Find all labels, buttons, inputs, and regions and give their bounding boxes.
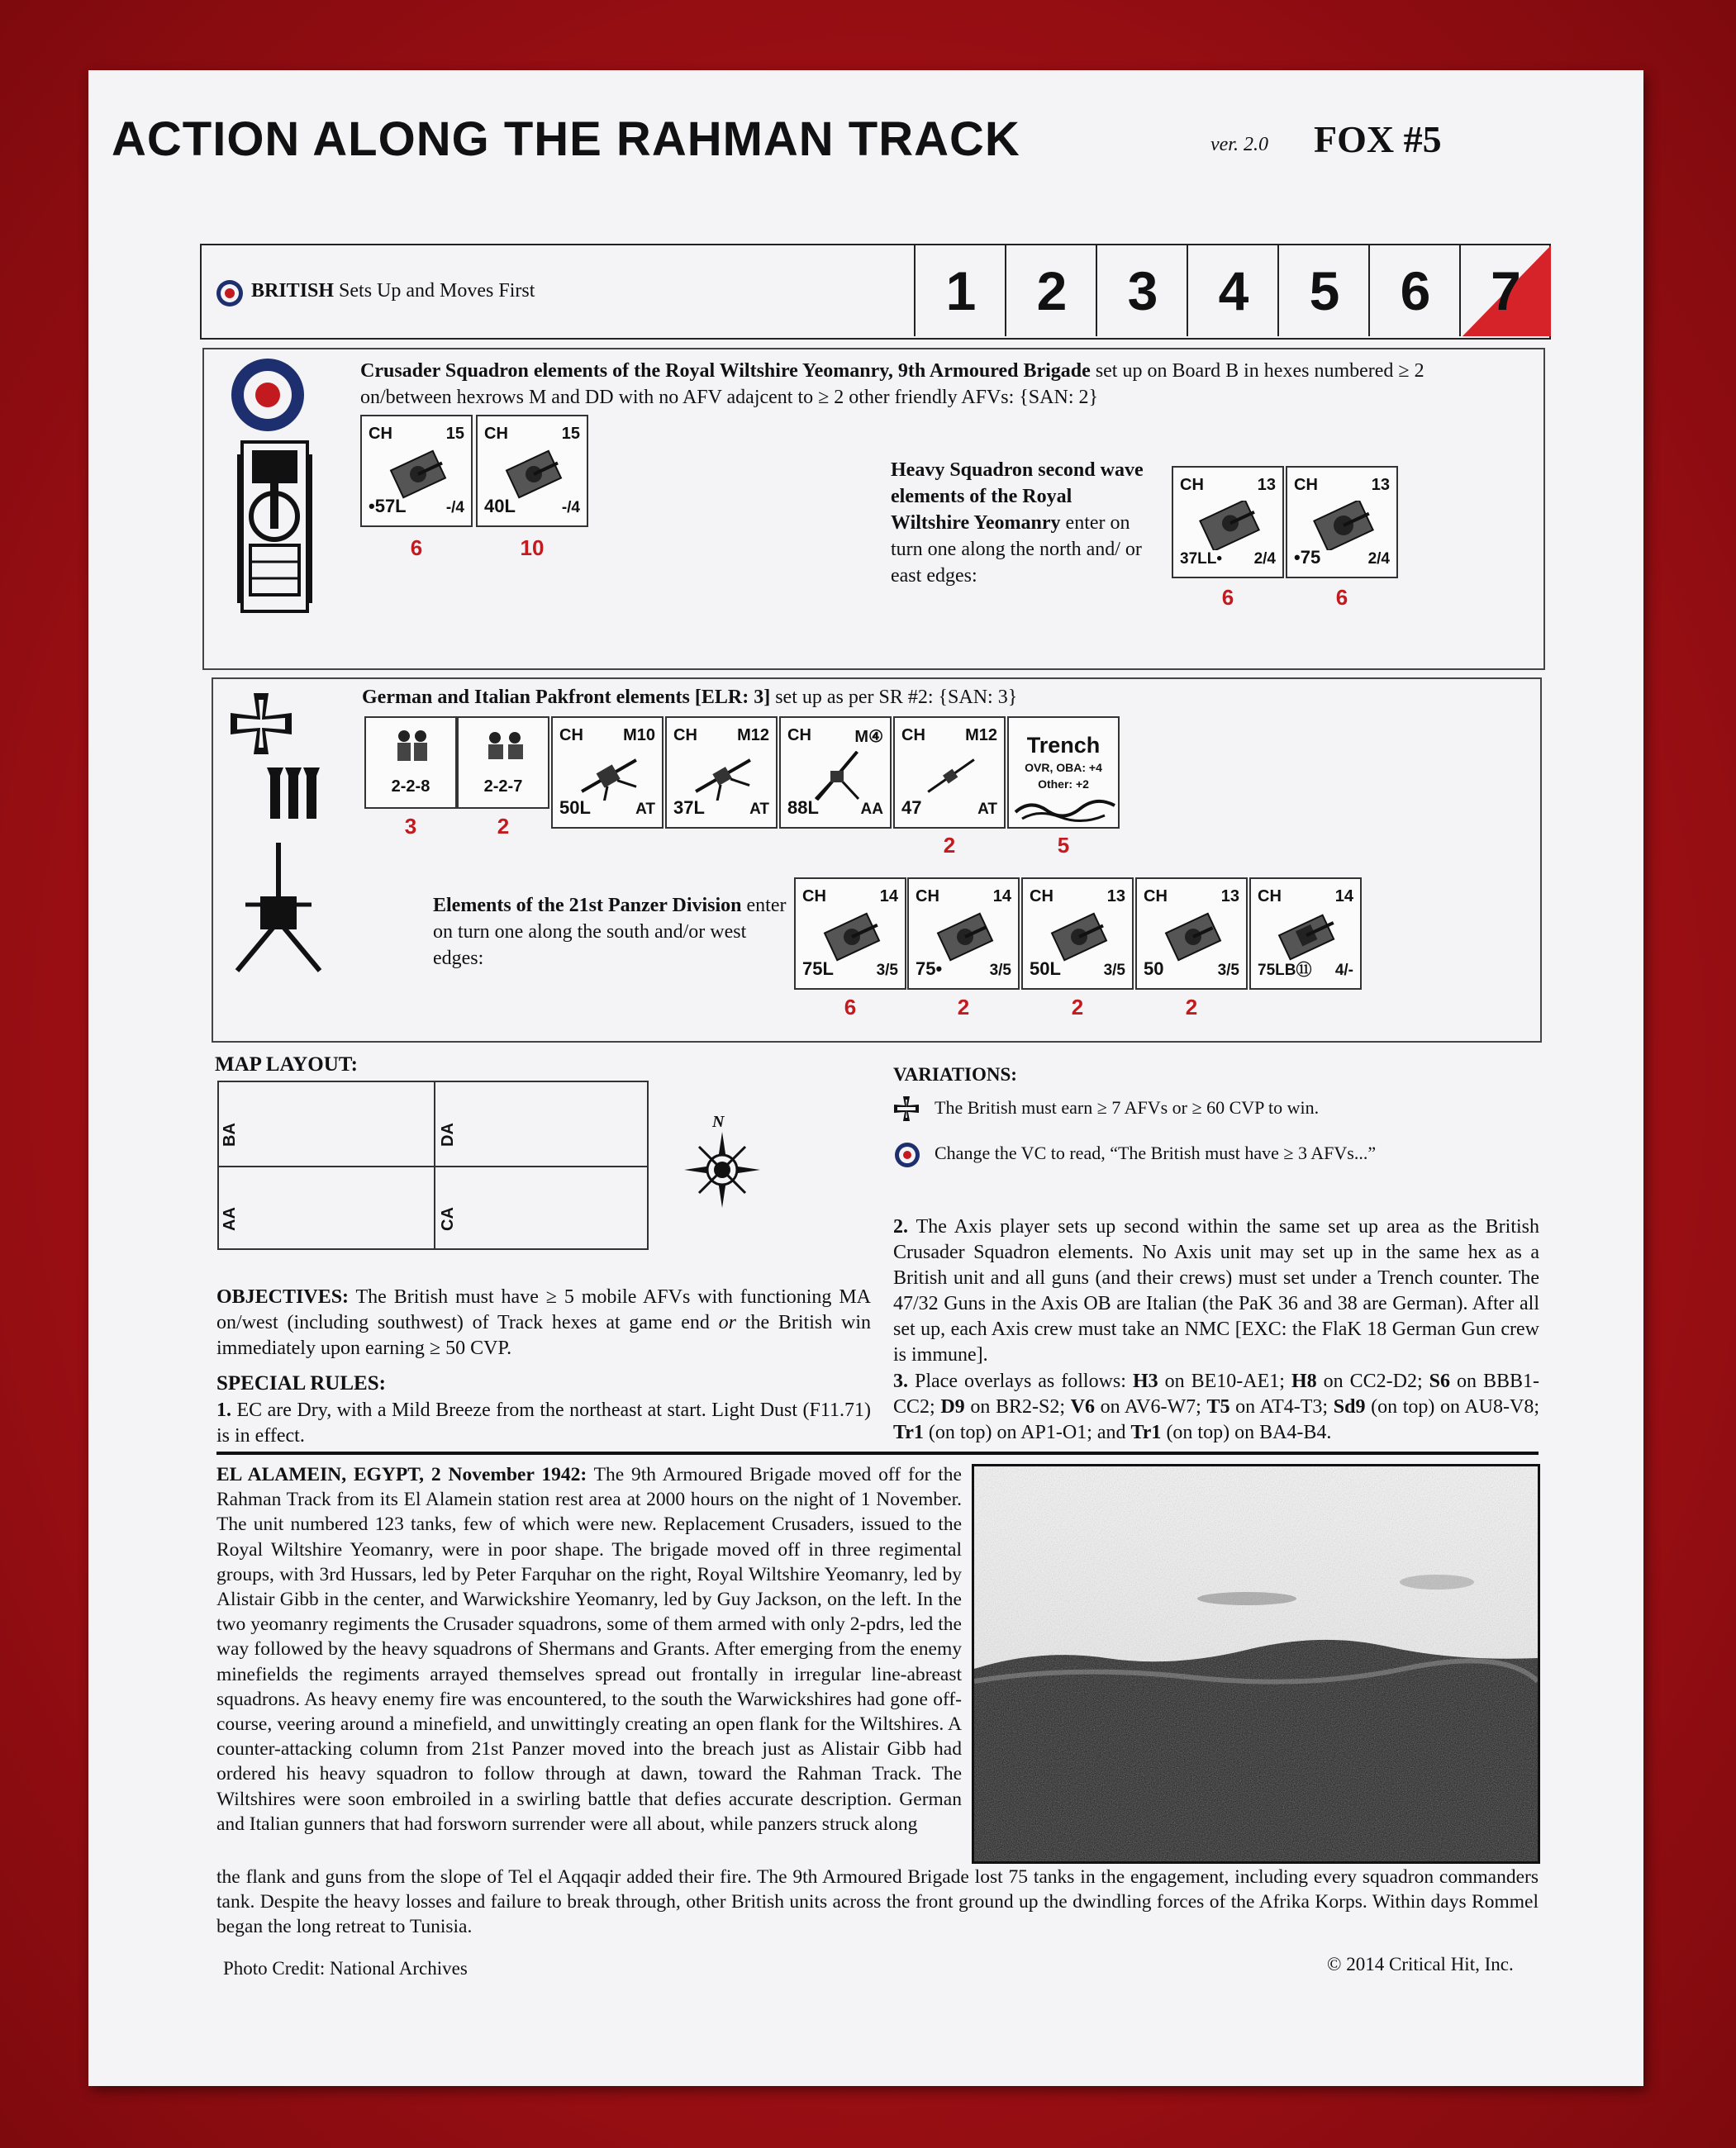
scenario-id: FOX #5 xyxy=(1314,118,1442,160)
unit-count: 6 xyxy=(410,535,423,560)
variation-british: Change the VC to read, “The British must have ≥ 3 AFVs...” xyxy=(935,1143,1377,1163)
battlefield-photo-image xyxy=(974,1466,1538,1861)
section-divider xyxy=(216,1452,1539,1455)
unit-count: 10 xyxy=(520,535,545,560)
infantry-squad-icon xyxy=(482,728,528,764)
setup-order-label: BRITISH Sets Up and Moves First xyxy=(251,280,535,302)
heavy-squadron-text: Heavy Squadron second wave elements of the Royal Wiltshire Yeomanry enter on turn one along the north and/ or east edges: xyxy=(891,459,1144,587)
historical-background-part1: EL ALAMEIN, EGYPT, 2 November 1942: The 9th Armoured Brigade moved off for the Rahman Track from its El Alamein station rest area at 2000 hours on the night of 1 November. The unit numbered 123 tanks, few of which were new. Replacement Crusaders, issued to the Royal Wiltshire Yeomanry, were in poor shape. The brigade moved off in three regimental groups, with 3rd Hussars, led by Peter Farquhar on the right, Royal Wiltshire Yeomanry, led by Alistair Gibb in the center, and Warwickshire Yeomanry, led by Guy Jackson, on the left. In the two yeomanry regiments the Crusader squadrons, some of them armed with only 2-pdrs, led the way followed by the heavy squadrons of Shermans and Grants. After emerging from the enemy minefields the regiments arrayed themselves spread out frontally in irregular line-abreast squadrons. As heavy enemy fire was encountered, to the south the Warwickshires had gone off-course, veering around a minefield, and unwittingly creating an open flank for the Wiltshires. A counter-attacking column from 21st Panzer moved into the breach just as Alistair Gibb had ordered his heavy squadron to follow through at dawn, toward the Rahman Track. The Wiltshires were soon embroiled in a swirling battle that defies accurate description. German and Italian gunners that had forsworn surrender were all about, while panzers struck along xyxy=(216,1464,962,1835)
unit-count: 2 xyxy=(1185,995,1198,1019)
crusader-tank-icon xyxy=(387,449,449,499)
trench-icon xyxy=(1014,794,1116,824)
unit-counter: CH 13 •75 2/4 xyxy=(1286,466,1398,578)
unit-counter: CH 15 •57L -/4 xyxy=(360,415,473,527)
unit-counter: CH 13 50 3/5 xyxy=(1135,877,1248,990)
version-label: ver. 2.0 xyxy=(1210,134,1268,155)
crusader-tank-silhouette-icon xyxy=(235,438,314,615)
flak-gun-icon xyxy=(806,751,868,801)
trench-counter: Trench OVR, OBA: +4 Other: +2 xyxy=(1007,716,1120,829)
board-label-ca: CA xyxy=(439,1207,457,1231)
board-label-ba: BA xyxy=(221,1123,239,1147)
turn-box-6: 6 xyxy=(1368,245,1461,336)
gun-counter: CH M12 47 AT xyxy=(893,716,1006,829)
panzer-tank-icon xyxy=(820,912,883,962)
unit-count: 2 xyxy=(943,833,956,858)
panzer-tank-icon xyxy=(1048,912,1111,962)
map-layout-heading: MAP LAYOUT: xyxy=(215,1053,358,1076)
infantry-squad-icon xyxy=(389,728,435,764)
variation-german: The British must earn ≥ 7 AFVs or ≥ 60 CVP to win. xyxy=(935,1097,1320,1118)
turn-box-2: 2 xyxy=(1005,245,1097,336)
at-gun-icon xyxy=(578,751,640,801)
unit-count: 5 xyxy=(1057,833,1070,858)
flak-gun-silhouette-icon xyxy=(229,839,328,975)
british-roundel-icon xyxy=(894,1142,920,1168)
unit-counter: CH 15 40L -/4 xyxy=(476,415,588,527)
grant-tank-icon xyxy=(1198,501,1261,550)
compass-rose-icon xyxy=(684,1132,760,1208)
at-gun-icon xyxy=(692,751,754,801)
unit-counter: CH 14 75LB⑪ 4/- xyxy=(1249,877,1362,990)
crusader-tank-icon xyxy=(502,449,565,499)
unit-counter: CH 14 75• 3/5 xyxy=(907,877,1020,990)
objectives: OBJECTIVES: The British must have ≥ 5 mobile AFVs with functioning MA on/west (including southwest) of Track hexes at game end or the British win immediately upon earning ≥ 50 CVP. xyxy=(216,1286,872,1359)
unit-count: 2 xyxy=(497,814,510,839)
copyright: © 2014 Critical Hit, Inc. xyxy=(1327,1954,1514,1975)
sherman-tank-icon xyxy=(1312,501,1375,550)
turn-box-4: 4 xyxy=(1187,245,1279,336)
turn-box-7: 7 xyxy=(1459,245,1551,336)
turn-record-track xyxy=(200,244,1551,340)
gun-counter: CH M12 37L AT xyxy=(665,716,778,829)
crusader-setup-text: Crusader Squadron elements of the Royal Wiltshire Yeomanry, 9th Armoured Brigade set up on Board B in hexes numbered ≥ 2 on/between hexrows M and DD with no AFV adajcent to ≥ 2 other friendly AFVs: {SAN: 2} xyxy=(360,360,1424,408)
historical-background-part2: the flank and guns from the slope of Tel el Aqqaqir added their fire. The 9th Armoured Brigade lost 75 tanks in the engagement, including every squadron commanders tank. Despite the heavy losses and failure to break through, other British units across the front ground up the dwindling forces of the Afrika Korps. Within days Rommel began the long retreat to Tunisia. xyxy=(216,1866,1539,1938)
unit-count: 3 xyxy=(404,814,417,839)
battlefield-photo xyxy=(972,1464,1540,1864)
special-rules-heading: SPECIAL RULES: xyxy=(216,1372,386,1395)
unit-count: 6 xyxy=(844,995,857,1019)
german-cross-icon xyxy=(229,691,293,756)
british-roundel-icon xyxy=(215,278,245,308)
special-rule-3: 3. Place overlays as follows: H3 on BE10-AE1; H8 on CC2-D2; S6 on BBB1-CC2; D9 on BR2-S2; V6 on AV6-W7; T5 on AT4-T3; Sd9 (on top) on AU8-V8; Tr1 (on top) on AP1-O1; and Tr1 (on top) on BA4-B4. xyxy=(893,1371,1540,1443)
gun-counter: CH M10 50L AT xyxy=(551,716,663,829)
squad-counter: 2-2-8 xyxy=(364,716,457,809)
unit-count: 2 xyxy=(957,995,970,1019)
marder-tank-destroyer-icon xyxy=(1276,912,1339,962)
board-label-da: DA xyxy=(439,1123,457,1147)
photo-credit: Photo Credit: National Archives xyxy=(223,1958,468,1979)
squad-counter: 2-2-7 xyxy=(457,716,549,809)
unit-count: 2 xyxy=(1071,995,1084,1019)
unit-counter: CH 14 75L 3/5 xyxy=(794,877,906,990)
turn-box-1: 1 xyxy=(914,245,1006,336)
variations-heading: VARIATIONS: xyxy=(893,1064,1017,1085)
scenario-title: ACTION ALONG THE RAHMAN TRACK xyxy=(112,112,1020,166)
panzer-tank-icon xyxy=(1162,912,1225,962)
panzer-tank-icon xyxy=(934,912,996,962)
pakfront-setup-text: German and Italian Pakfront elements [ELR: 3] set up as per SR #2: {SAN: 3} xyxy=(362,687,1018,708)
special-rule-1: 1. EC are Dry, with a Mild Breeze from the northeast at start. Light Dust (F11.71) is in effect. xyxy=(216,1400,871,1447)
turn-box-5: 5 xyxy=(1277,245,1370,336)
gun-counter: CH M④ 88L AA xyxy=(779,716,892,829)
turn-box-3: 3 xyxy=(1096,245,1188,336)
italian-fasces-icon xyxy=(267,764,326,820)
unit-counter: CH 13 37LL• 2/4 xyxy=(1172,466,1284,578)
unit-counter: CH 13 50L 3/5 xyxy=(1021,877,1134,990)
map-layout-diagram xyxy=(217,1081,649,1250)
compass-north-label: N xyxy=(712,1113,725,1131)
british-roundel-icon xyxy=(230,357,306,433)
at-gun-icon xyxy=(920,751,982,801)
unit-count: 6 xyxy=(1221,585,1234,610)
board-label-aa: AA xyxy=(221,1207,239,1231)
special-rule-2: 2. The Axis player sets up second within the same set up area as the British Crusader Squadron elements. No Axis unit may set up in the same hex as a British unit and all guns (and their crews) must set under a Trench counter. The 47/32 Guns in the Axis OB are Italian (the PaK 36 and 38 are German). After all set up, each Axis crew must take an NMC [EXC: the FlaK 18 German Gun crew is immune]. xyxy=(893,1216,1539,1366)
unit-count: 6 xyxy=(1335,585,1348,610)
panzer-entry-text: Elements of the 21st Panzer Division enter on turn one along the south and/or west edges: xyxy=(433,895,787,969)
german-cross-icon xyxy=(894,1096,919,1121)
